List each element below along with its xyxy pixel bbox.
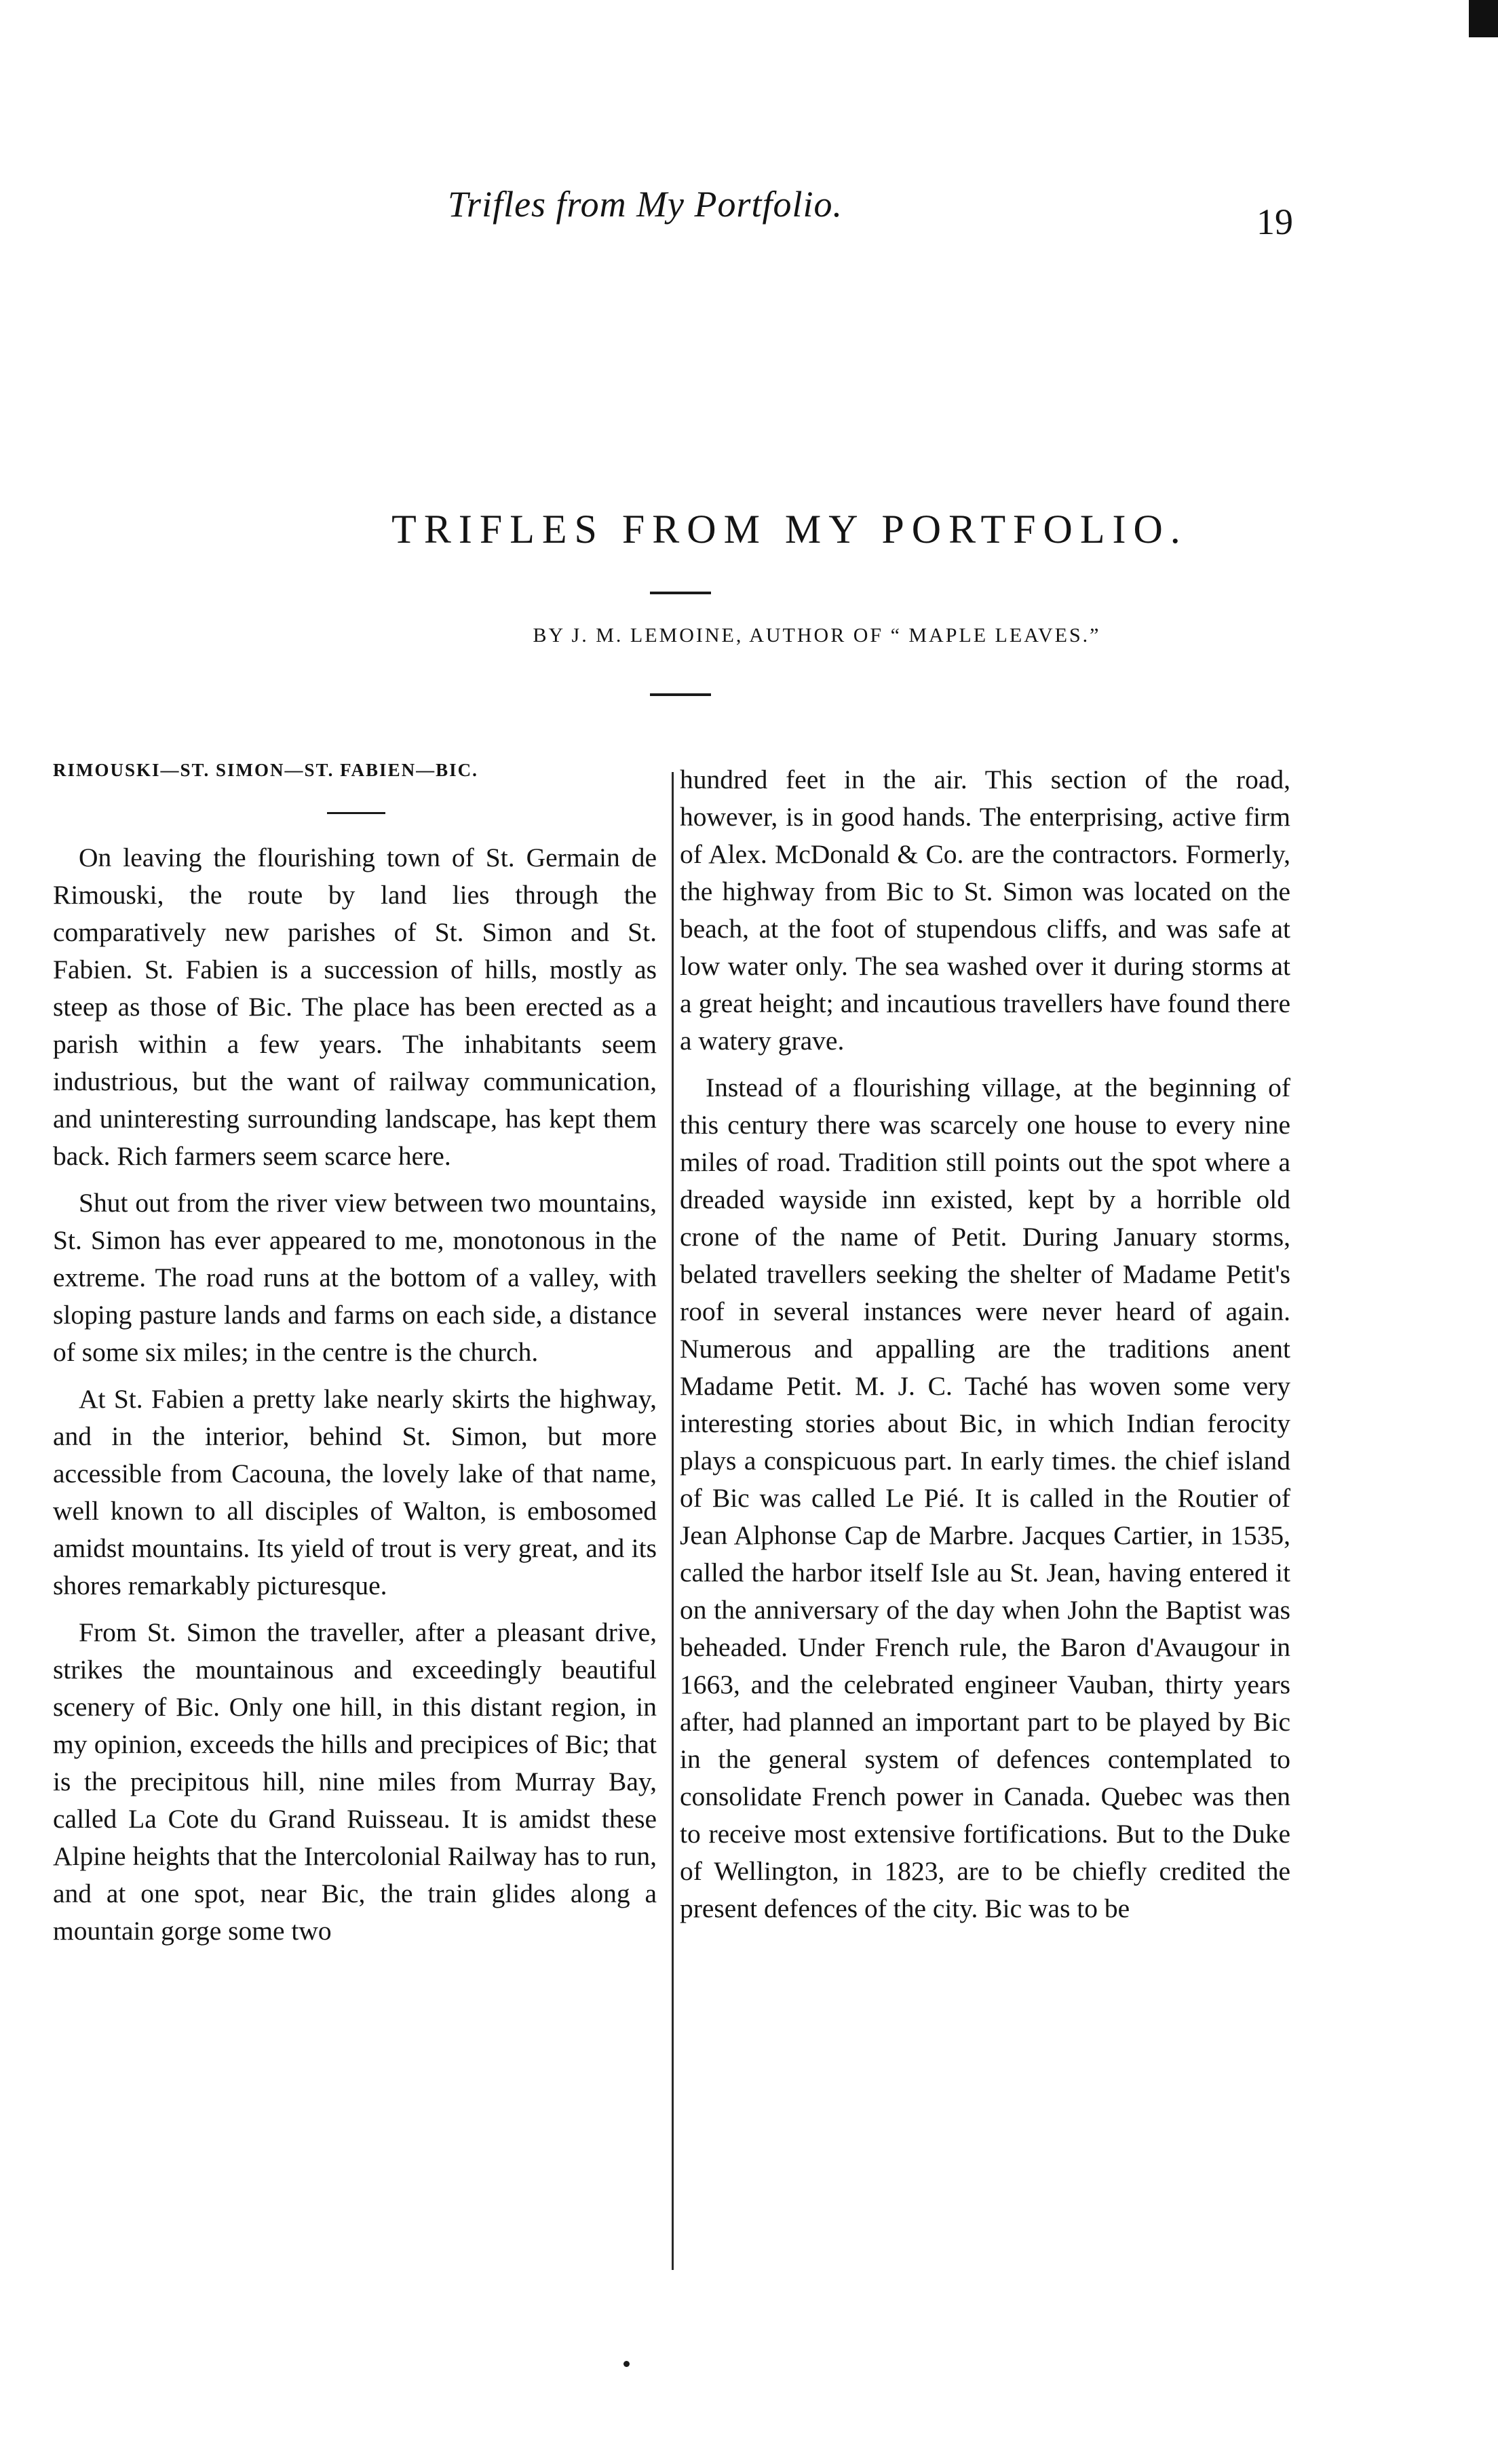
paragraph: Shut out from the river view between two mountains, St. Simon has ever appeared to me, monotonous in the extreme. The road runs at the bottom of a valley, with sloping pasture lands and farms on each side, a distance of some six miles; in the centre is the church.: [53, 1188, 657, 1367]
page-header: [0, 183, 1498, 244]
scan-edge-mark: [1469, 0, 1498, 37]
left-column: [53, 756, 657, 1959]
running-title: Trifles from My Portfolio.: [448, 184, 843, 225]
paragraph: hundred feet in the air. This section of the road, however, is in good hands. The enterprising, active firm of Alex. McDonald & Co. are the contractors. Formerly, the highway from Bic to St. Simon was located on the beach, at the foot of stupendous cliffs, and was safe at low water only. The sea washed over it during storms at a great height; and incautious travellers have found there a watery grave.: [680, 765, 1290, 1056]
page-number: 19: [1256, 201, 1293, 242]
title-divider-rule: [650, 592, 711, 594]
paragraph: From St. Simon the traveller, after a pleasant drive, strikes the mountainous and exceedingly beautiful scenery of Bic. Only one hill, in this distant region, in my opinion, exceeds the hills and precipices of Bic; that is the precipitous hill, nine miles from Murray Bay, called La Cote du Grand Ruisseau. It is amidst these Alpine heights that the Intercolonial Railway has to run, and at one spot, near Bic, the train glides along a mountain gorge some two: [53, 1617, 657, 1946]
section-heading-rule: [327, 812, 385, 814]
byline-divider-rule: [650, 693, 711, 696]
paragraph: At St. Fabien a pretty lake nearly skirts the highway, and in the interior, behind St. Simon, but more accessible from Cacouna, the lovely lake of that name, well known to all disciples of Walton, is embosomed amidst mountains. Its yield of trout is very great, and its shores remarkably picturesque.: [53, 1384, 657, 1600]
footer-dot: [623, 2361, 630, 2367]
right-column: [680, 761, 1290, 1937]
paragraph: On leaving the flourishing town of St. Germain de Rimouski, the route by land lies through the comparatively new parishes of St. Simon and St. Fabien. St. Fabien is a succession of hills, mostly as steep as those of Bic. The place has been erected as a parish within a few years. The inhabitants seem industrious, but the want of railway communication, and uninteresting surrounding landscape, has kept them back. Rich farmers seem scarce here.: [53, 843, 657, 1171]
article-byline: BY J. M. LEMOINE, AUTHOR OF “ MAPLE LEAVES.”: [533, 624, 1101, 647]
section-heading: RIMOUSKI—ST. SIMON—ST. FABIEN—BIC.: [53, 760, 478, 780]
column-divider: [672, 772, 674, 2270]
paragraph: Instead of a flourishing village, at the beginning of this century there was scarcely one house to every nine miles of road. Tradition still points out the spot where a dreaded wayside inn existed, kept by a horrible old crone of the name of Petit. During January storms, belated travellers seeking the shelter of Madame Petit's roof in several instances were never heard of again. Numerous and appalling are the traditions anent Madame Petit. M. J. C. Taché has woven some very interesting stories about Bic, in which Indian ferocity plays a conspicuous part. In early times. the chief island of Bic was called Le Pié. It is called in the Routier of Jean Alphonse Cap de Marbre. Jacques Cartier, in 1535, called the harbor itself Isle au St. Jean, having entered it on the anniversary of the day when John the Baptist was beheaded. Under French rule, the Baron d'Avaugour in 1663, and the celebrated engineer Vauban, thirty years after, had planned an important part to be played by Bic in the general system of defences contemplated to consolidate French power in Canada. Quebec was then to receive most extensive fortifications. But to the Duke of Wellington, in 1823, are to be chiefly credited the present defences of the city. Bic was to be: [680, 1073, 1290, 1923]
article-title: TRIFLES FROM MY PORTFOLIO.: [391, 507, 1188, 552]
